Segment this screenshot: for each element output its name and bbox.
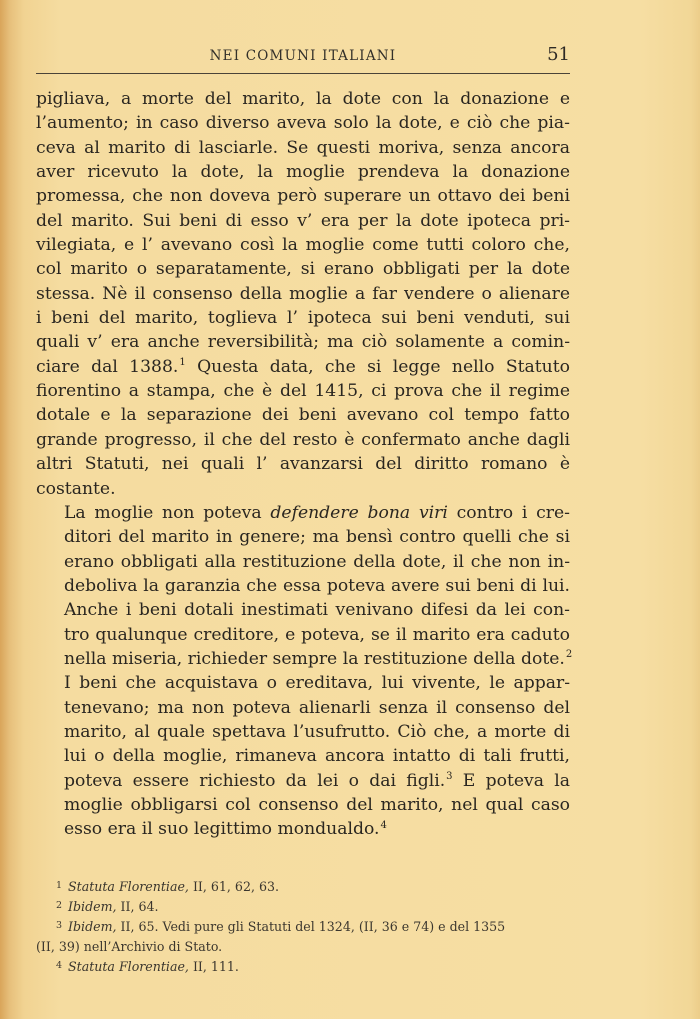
text-line — [36, 817, 570, 841]
latin-phrase: defendere bona viri — [270, 502, 448, 523]
page-header — [36, 44, 570, 72]
text-line: dotale e la separazione dei beni avevano col tempo fatto — [36, 405, 570, 426]
footnote-3-continuation: (II, 39) nell’Archivio di Stato. — [36, 938, 223, 954]
body-text — [36, 87, 573, 842]
footnote-text: II, 64. — [116, 899, 159, 915]
text-line: vilegiata, e l’ avevano così la moglie come tutti coloro che, — [36, 235, 570, 256]
footnote-text: II, 65. Vedi pure gli Statuti del 1324, (II, 36 e 74) e del 1355 — [116, 919, 506, 935]
footnote-ref-3[interactable]: 3 — [446, 770, 453, 782]
footnote-3 — [36, 916, 570, 936]
footnote-source: Ibidem, — [68, 919, 117, 935]
footnote-ref-1[interactable]: 1 — [179, 357, 186, 369]
paragraph-1 — [36, 87, 570, 501]
text-line: moglie obbligarsi col consenso del marito, nel qual caso — [64, 794, 570, 815]
text-segment: contro i cre- — [447, 502, 570, 523]
footnote-source: Statuta Florentiae, — [68, 958, 189, 974]
text-segment: Questa data, che si legge nello Statuto — [185, 356, 570, 377]
text-line: grande progresso, il che del resto è confermato anche dagli — [36, 429, 570, 450]
text-segment: poteva essere richiesto da lei o dai figli. — [64, 770, 446, 791]
text-line: fiorentino a stampa, che è del 1415, ci prova che il regime — [36, 381, 570, 402]
footnote-source: Ibidem, — [68, 899, 117, 915]
text-line: ditori del marito in genere; ma bensì contro quelli che si — [64, 527, 570, 548]
text-line — [36, 769, 570, 793]
text-line — [36, 501, 570, 525]
text-line — [36, 355, 570, 379]
text-segment: ciare dal 1388. — [36, 356, 179, 377]
footnote-ref-4[interactable]: 4 — [380, 819, 387, 831]
footnotes — [36, 876, 570, 976]
text-line: tenevano; ma non poteva alienarli senza il consenso del — [64, 697, 570, 718]
text-line: I beni che acquistava o ereditava, lui vivente, le appar- — [64, 673, 570, 694]
text-line: promessa, che non doveva però superare un ottavo dei beni — [36, 186, 570, 207]
text-line: altri Statuti, nei quali l’ avanzarsi del diritto romano è — [36, 454, 570, 475]
text-line: lui o della moglie, rimaneva ancora intatto di tali frutti, — [64, 746, 570, 767]
footnote-2 — [36, 896, 570, 916]
footnote-4 — [36, 956, 570, 976]
text-line: del marito. Sui beni di esso v’ era per la dote ipoteca pri- — [36, 210, 570, 231]
text-segment: La moglie non poteva — [64, 502, 271, 523]
text-line: col marito o separatamente, si erano obbligati per la dote — [36, 259, 570, 280]
text-segment: nella miseria, richieder sempre la restituzione della dote. — [64, 648, 565, 669]
text-line: marito, al quale spettava l’usufrutto. Ciò che, a morte di — [64, 721, 570, 742]
footnote-number: 3 — [55, 920, 62, 932]
footnote-1 — [36, 876, 570, 896]
text-line: pigliava, a morte del marito, la dote con la donazione e — [36, 89, 570, 109]
page-number: 51 — [547, 44, 570, 65]
text-segment: E poteva la — [452, 770, 570, 791]
text-line: costante. — [36, 478, 116, 499]
footnote-source: Statuta Florentiae, — [68, 879, 189, 894]
header-rule — [36, 73, 570, 74]
text-line: stessa. Nè il consenso della moglie a far vendere o alienare — [36, 283, 570, 304]
text-line: tro qualunque creditore, e poteva, se il marito era caduto — [64, 624, 570, 645]
footnote-text: II, 61, 62, 63. — [188, 879, 279, 894]
footnote-number: 1 — [55, 880, 62, 891]
paragraph-2 — [36, 501, 573, 842]
text-line — [36, 647, 573, 671]
text-line: quali v’ era anche reversibilità; ma ciò solamente a comin- — [36, 332, 570, 353]
footnote-ref-2[interactable]: 2 — [565, 649, 573, 661]
text-line: Anche i beni dotali inestimati venivano difesi da lei con- — [64, 600, 570, 621]
text-line: i beni del marito, toglieva l’ ipoteca sui beni venduti, sui — [36, 308, 570, 329]
text-line: l’aumento; in caso diverso aveva solo la dote, e ciò che pia- — [36, 113, 570, 134]
text-segment: esso era il suo legittimo mondualdo. — [64, 819, 380, 840]
text-line: erano obbligati alla restituzione della dote, il che non in- — [64, 551, 570, 572]
text-line: aver ricevuto la dote, la moglie prendeva la donazione — [36, 162, 570, 183]
text-line: ceva al marito di lasciarle. Se questi moriva, senza ancora — [36, 137, 570, 158]
footnote-number: 4 — [55, 959, 62, 971]
text-line: deboliva la garanzia che essa poteva avere sui beni di lui. — [64, 575, 570, 596]
footnote-text: II, 111. — [188, 958, 239, 974]
running-title: NEI COMUNI ITALIANI — [209, 48, 397, 64]
footnote-number: 2 — [55, 900, 62, 912]
